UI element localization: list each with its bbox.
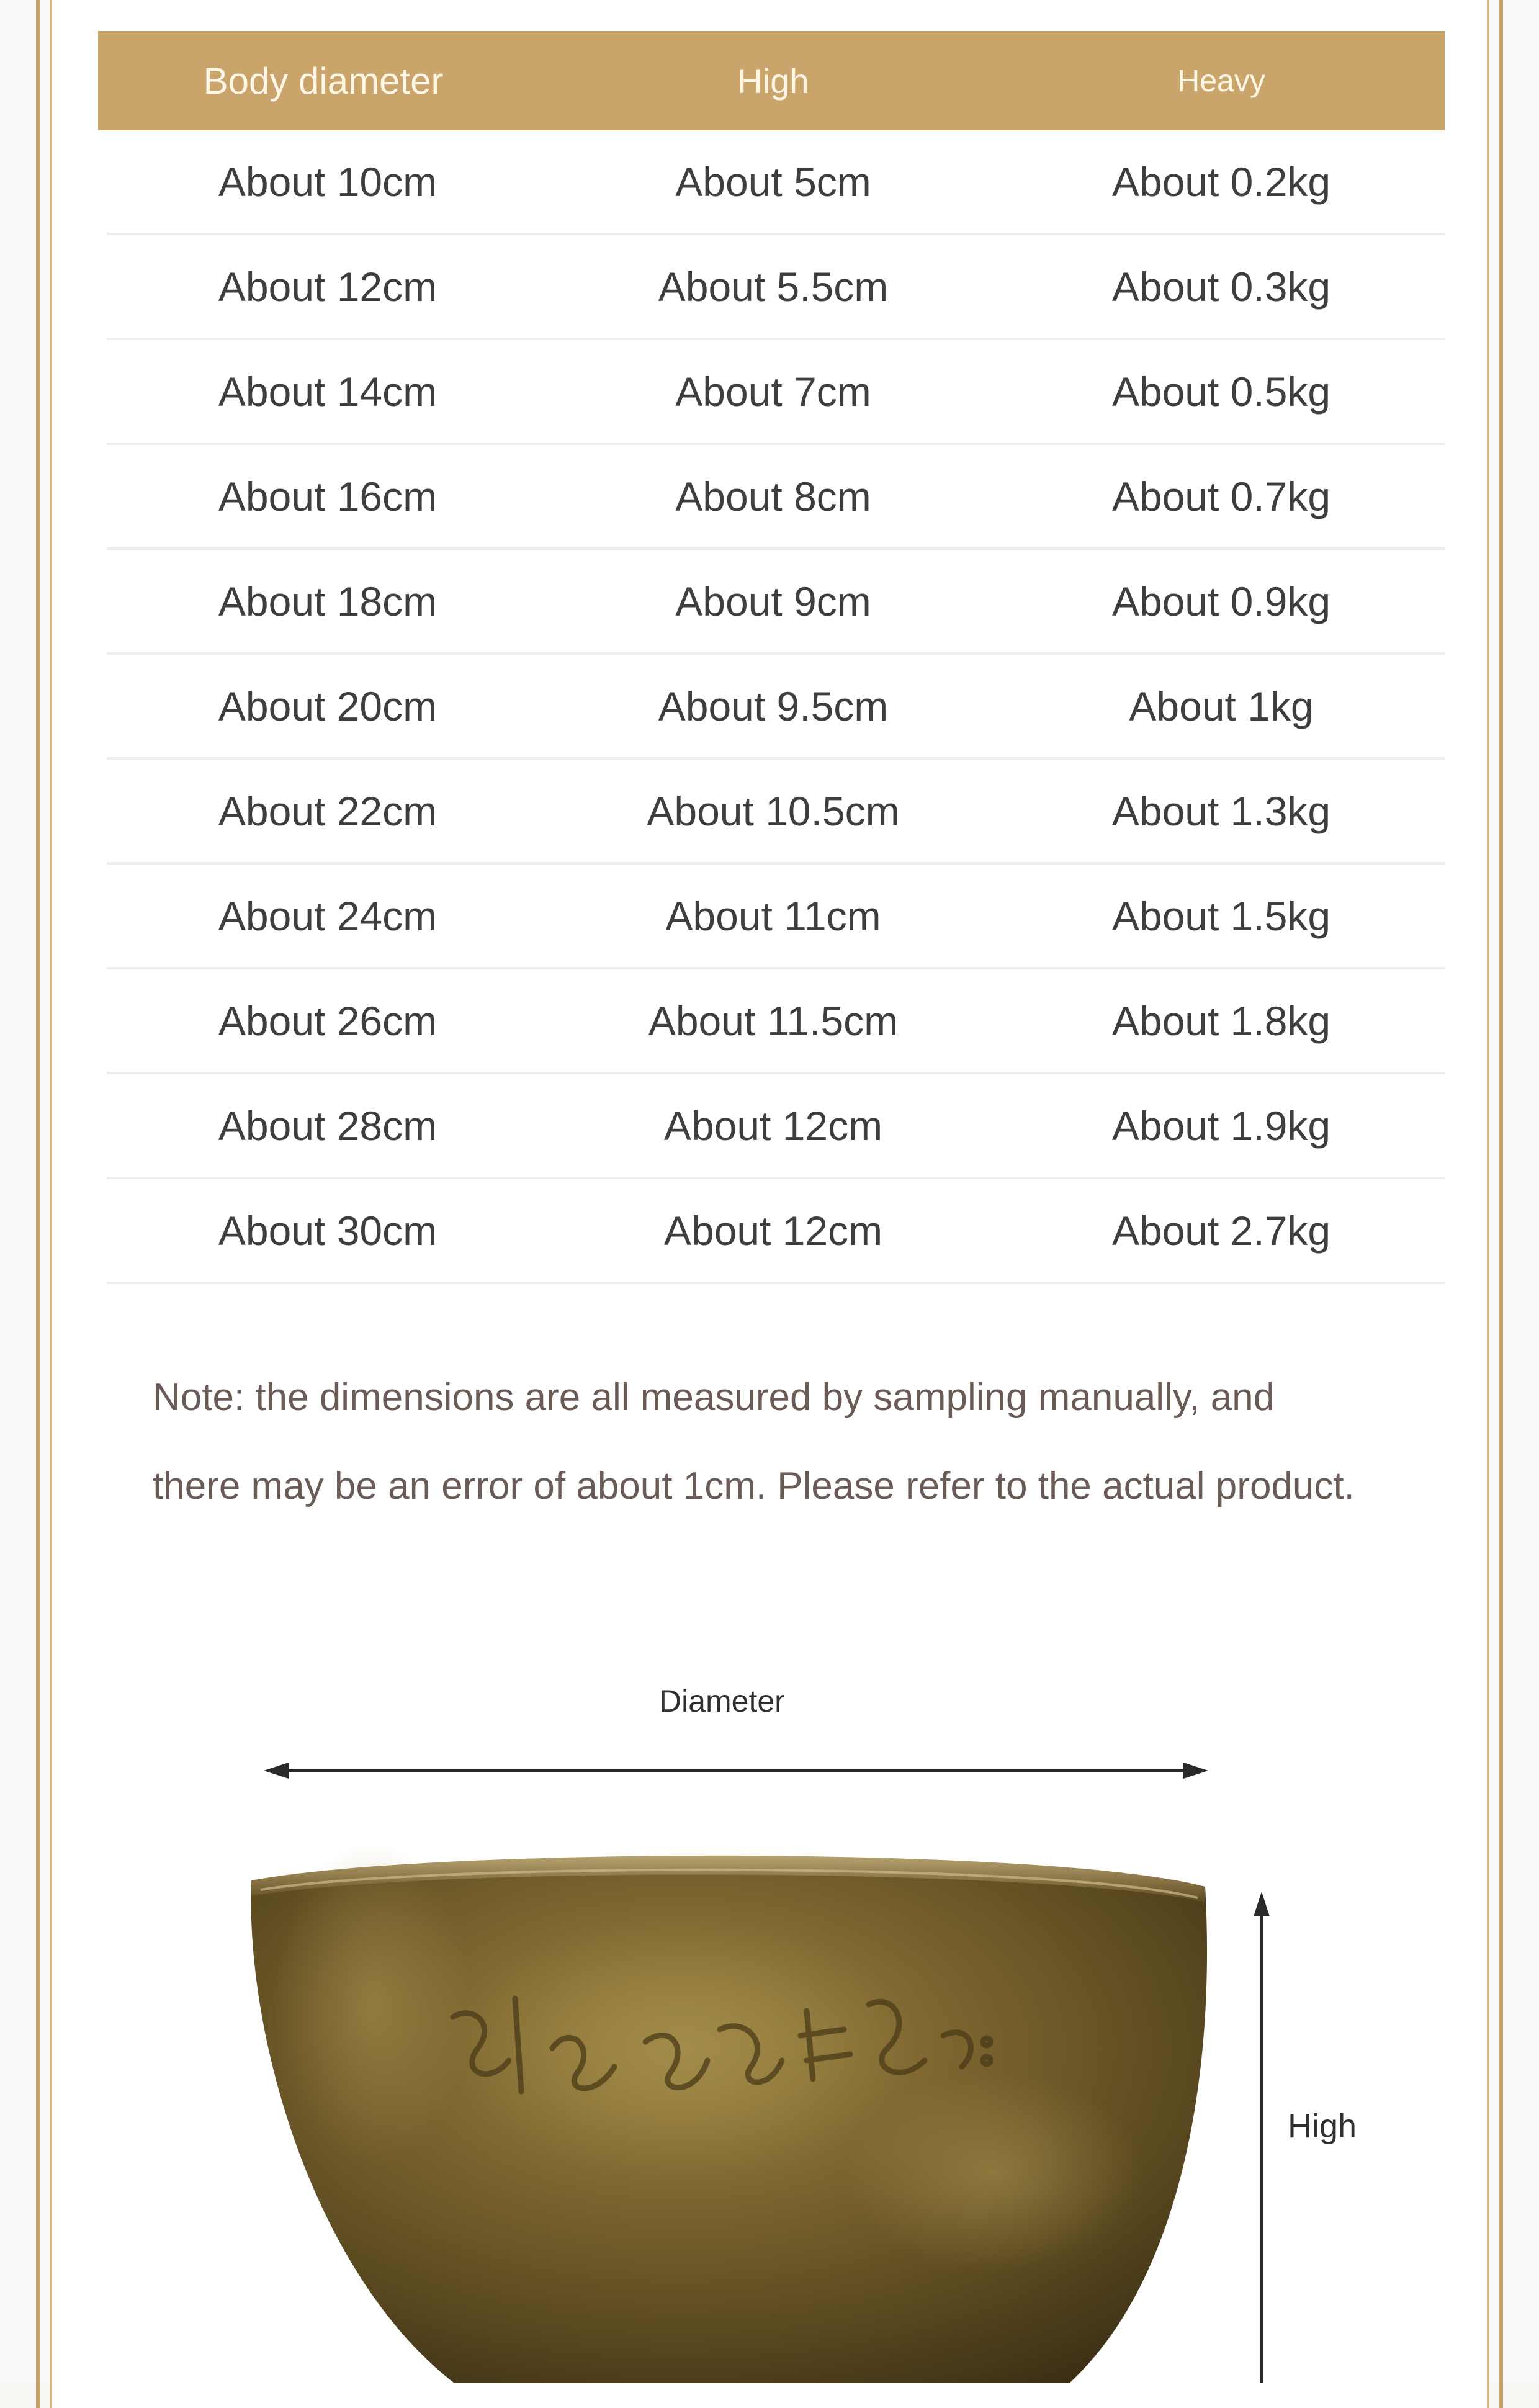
note-line-1: Note: the dimensions are all measured by sampling manually, and <box>153 1376 1275 1419</box>
cell-high: About 7cm <box>675 368 871 415</box>
cell-body-diameter: About 30cm <box>218 1207 437 1254</box>
header-heavy: Heavy <box>1177 63 1265 98</box>
size-table-header <box>98 31 1445 130</box>
size-table-body <box>98 130 1445 1284</box>
height-label: High <box>1288 2108 1357 2145</box>
cell-high: About 5cm <box>675 158 871 205</box>
cell-high: About 12cm <box>663 1207 883 1254</box>
table-row <box>107 550 1445 655</box>
cell-body-diameter: About 18cm <box>218 578 437 624</box>
cell-body-diameter: About 16cm <box>218 473 437 519</box>
cell-high: About 5.5cm <box>658 263 889 310</box>
cell-heavy: About 1kg <box>1129 683 1314 729</box>
cell-heavy: About 0.2kg <box>1111 158 1331 205</box>
table-row <box>107 655 1445 760</box>
cell-heavy: About 1.3kg <box>1111 788 1331 834</box>
cell-heavy: About 0.7kg <box>1111 473 1331 519</box>
cell-high: About 11cm <box>665 892 881 939</box>
table-row <box>107 1074 1445 1179</box>
cell-high: About 11.5cm <box>648 997 899 1044</box>
header-high: High <box>737 61 809 101</box>
cell-body-diameter: About 24cm <box>218 892 437 939</box>
cell-body-diameter: About 12cm <box>218 263 437 310</box>
measurement-note <box>153 1353 1443 1530</box>
cell-high: About 9.5cm <box>658 683 889 729</box>
table-row <box>107 235 1445 340</box>
cell-high: About 12cm <box>663 1102 883 1149</box>
cell-body-diameter: About 10cm <box>218 158 437 205</box>
size-table <box>98 31 1445 1284</box>
note-line-2: there may be an error of about 1cm. Please refer to the actual product. <box>153 1465 1355 1507</box>
cell-heavy: About 1.8kg <box>1111 997 1331 1044</box>
table-row <box>107 760 1445 865</box>
cell-body-diameter: About 20cm <box>218 683 437 729</box>
diameter-label: Diameter <box>659 1684 785 1718</box>
cell-heavy: About 0.3kg <box>1111 263 1331 310</box>
table-row <box>107 1179 1445 1284</box>
cell-body-diameter: About 28cm <box>218 1102 437 1149</box>
cell-body-diameter: About 22cm <box>218 788 437 834</box>
table-row <box>107 865 1445 969</box>
header-body-diameter: Body diameter <box>203 60 444 102</box>
table-row <box>107 340 1445 445</box>
table-row <box>107 445 1445 550</box>
table-row <box>107 969 1445 1074</box>
cell-body-diameter: About 14cm <box>218 368 437 415</box>
table-row <box>107 130 1445 235</box>
cell-heavy: About 1.5kg <box>1111 892 1331 939</box>
cell-heavy: About 0.9kg <box>1111 578 1331 624</box>
cell-high: About 9cm <box>675 578 871 624</box>
cell-high: About 8cm <box>675 473 871 519</box>
cell-body-diameter: About 26cm <box>218 997 437 1044</box>
cell-high: About 10.5cm <box>647 788 900 834</box>
cell-heavy: About 0.5kg <box>1111 368 1331 415</box>
cell-heavy: About 2.7kg <box>1111 1207 1331 1254</box>
cell-heavy: About 1.9kg <box>1111 1102 1331 1149</box>
